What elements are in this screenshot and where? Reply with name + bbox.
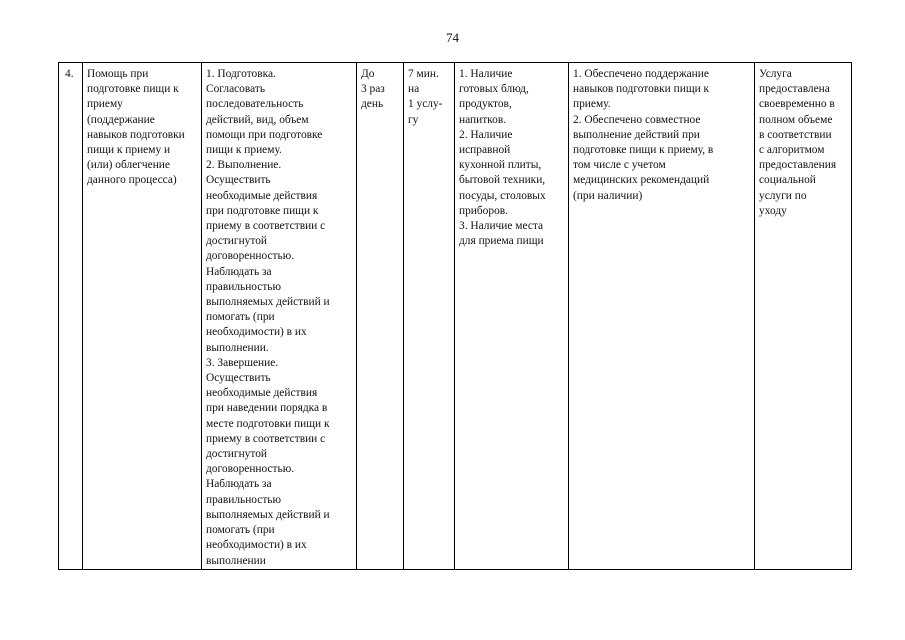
service-standards-table — [58, 62, 852, 570]
service-name-cell: Помощь при подготовке пищи к приему (поддержание навыков подготовки пищи к приему и (или) облегчение данного процесса) — [83, 63, 202, 570]
row-number-cell: 4. — [59, 63, 83, 570]
frequency-cell: До 3 раз день — [357, 63, 404, 570]
service-steps-cell: 1. Подготовка. Согласовать последовательность действий, вид, объем помощи при подготовке пищи к приему. 2. Выполнение. Осуществить необходимые действия при подготовке пищи к приему в соответствии с достигнутой договоренностью. Наблюдать за правильностью выполняемых действий и помогать (при необходимости) в их выполнении. 3. Завершение. Осуществить необходимые действия при наведении порядка в месте подготовки пищи к приему в соответствии с достигнутой договоренностью. Наблюдать за правильностью выполняемых действий и помогать (при необходимости) в их выполнении — [202, 63, 357, 570]
result-cell: 1. Обеспечено поддержание навыков подготовки пищи к приему. 2. Обеспечено совместное выполнение действий при подготовке пищи к приему, в том числе с учетом медицинских рекомендаций (при наличии) — [569, 63, 755, 570]
duration-cell: 7 мин. на 1 услу- гу — [404, 63, 455, 570]
conditions-cell: 1. Наличие готовых блюд, продуктов, напитков. 2. Наличие исправной кухонной плиты, бытовой техники, посуды, столовых приборов. 3. Наличие места для приема пищи — [455, 63, 569, 570]
table-row — [59, 63, 852, 570]
quality-cell: Услуга предоставлена своевременно в полном объеме в соответствии с алгоритмом предоставления социальной услуги по уходу — [755, 63, 852, 570]
page-number: 74 — [446, 30, 459, 45]
